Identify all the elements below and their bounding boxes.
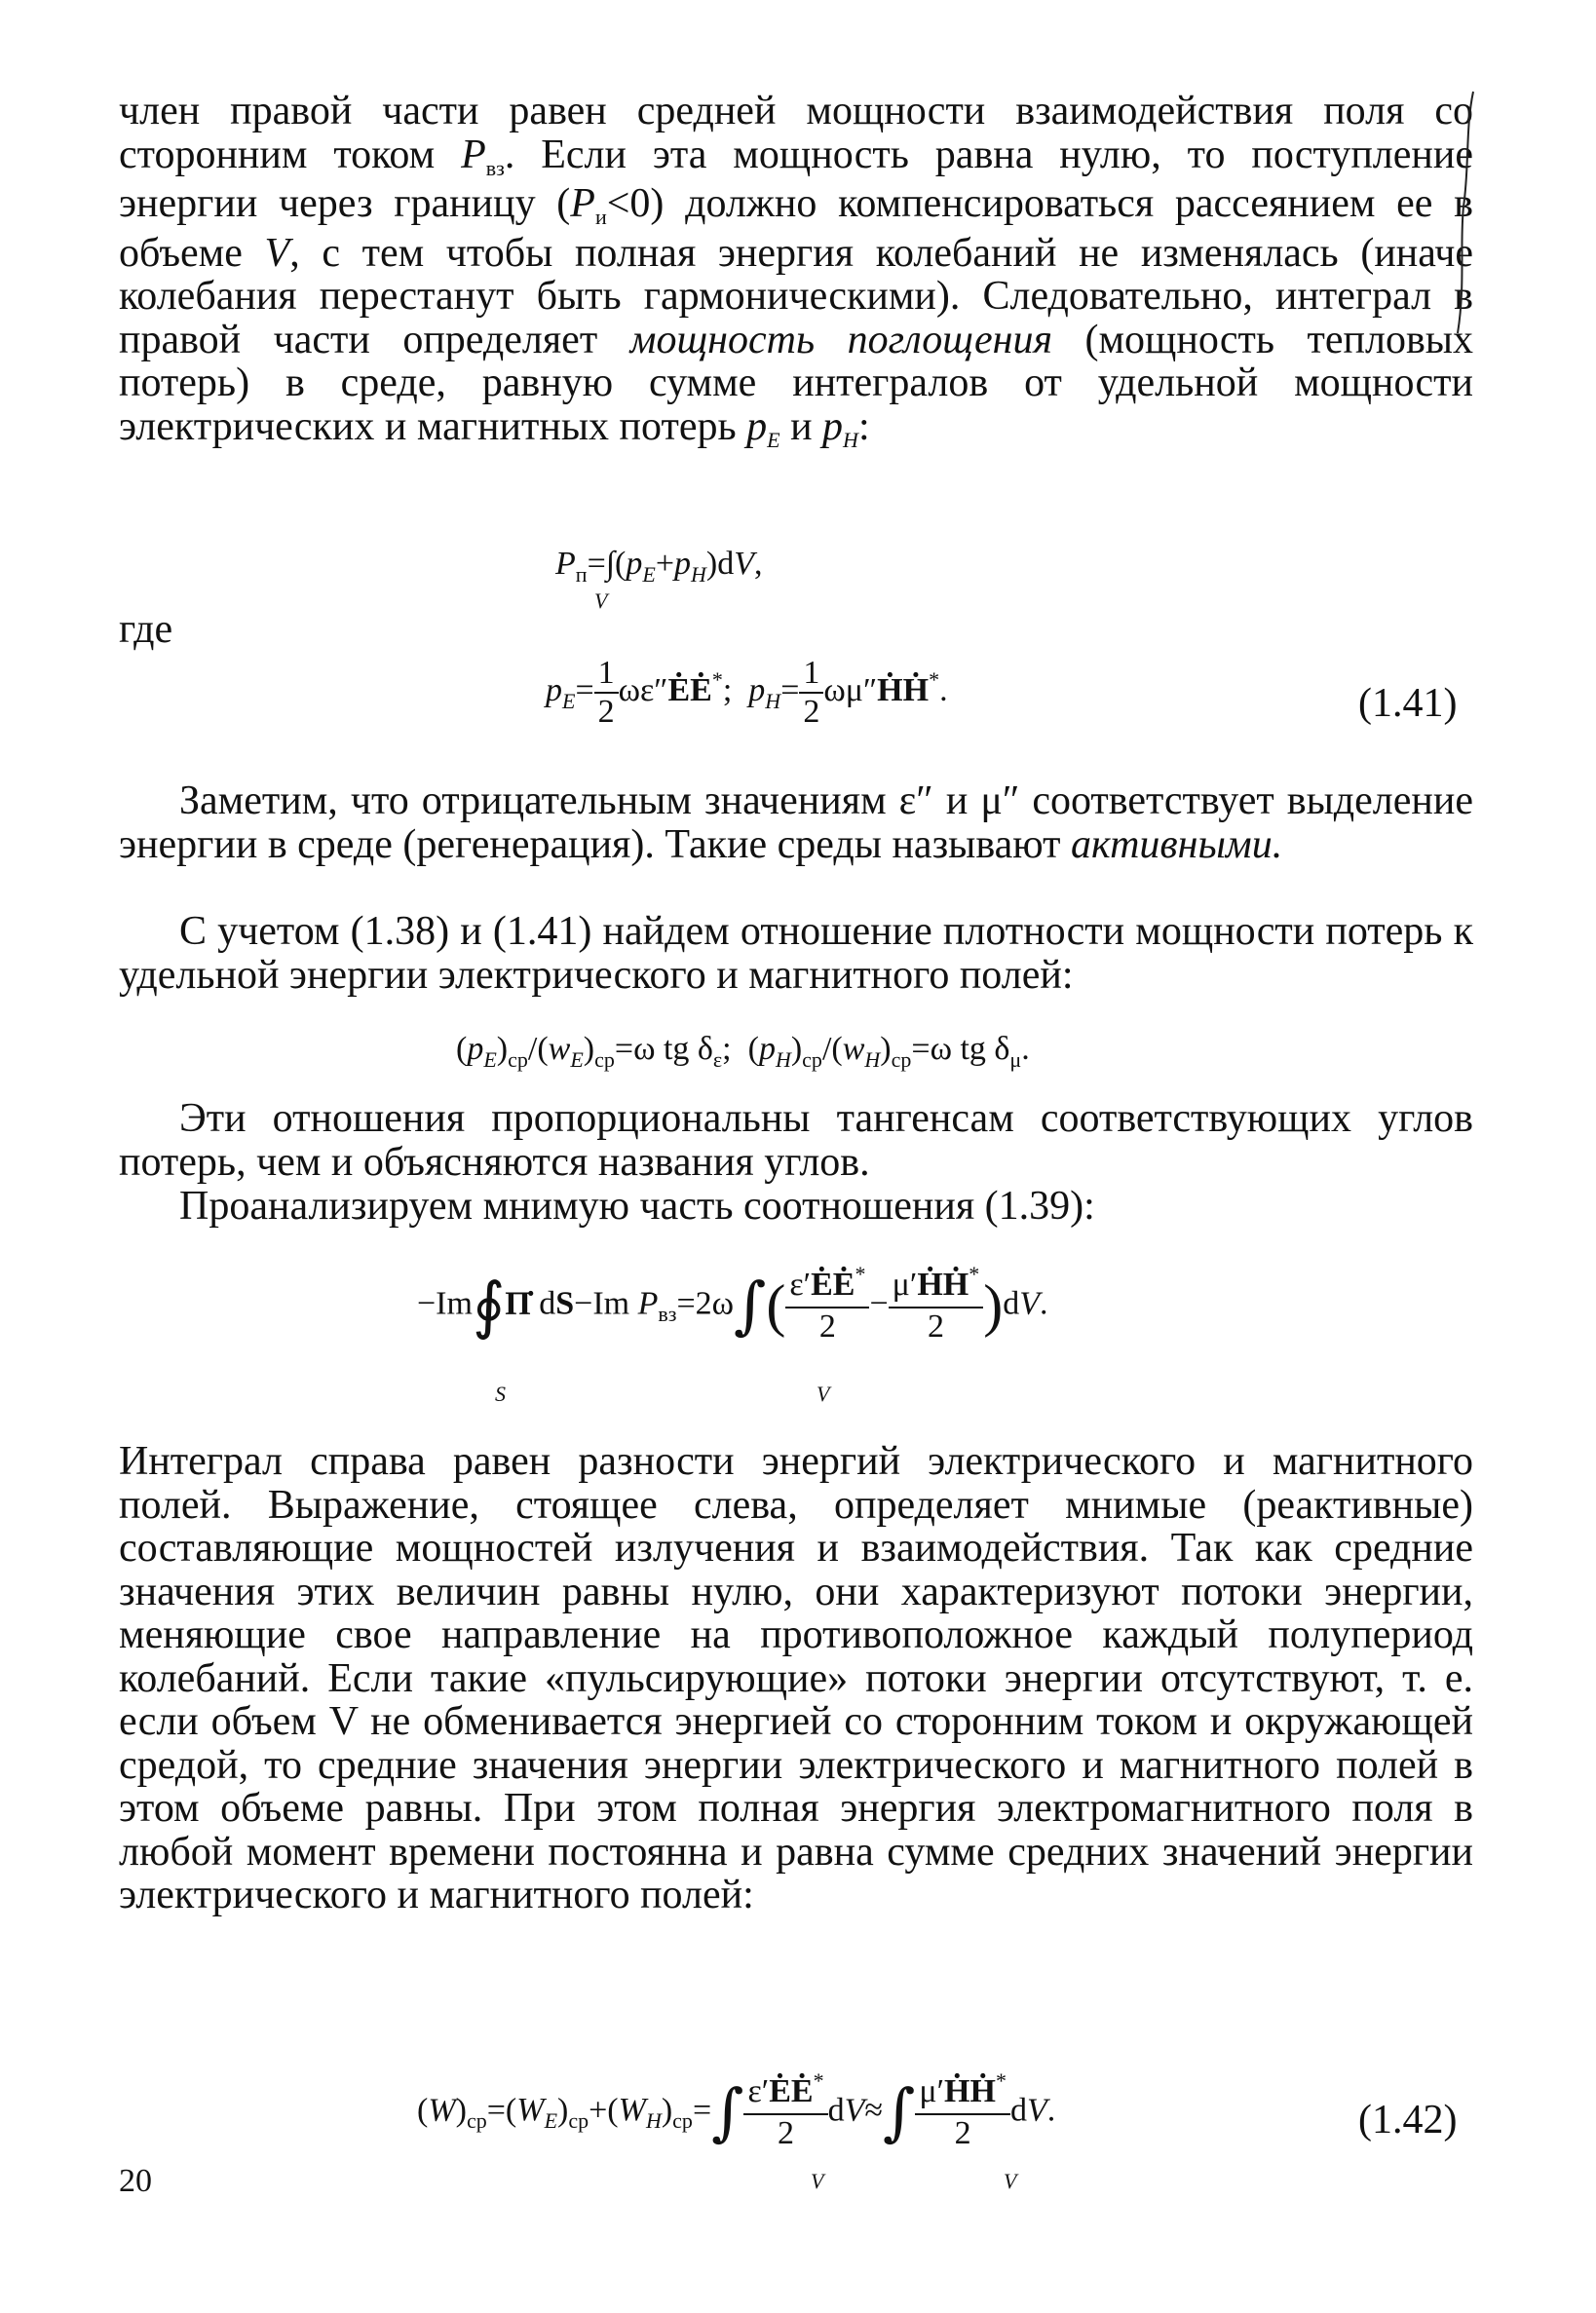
equation-1-41: $p_E=$ $\frac{1}{2}$ ωε″ĖĖ*; $p_H=$ $\frac{1}{2}$ ωμ″ḢḢ*. xyxy=(546,655,948,730)
scan-margin-line xyxy=(1452,90,1491,343)
equation-loss-ratio: $(p_E)_{ср}/(w_E)_{ср}=\omega$ tg $\delta_\varepsilon$; $(p_H)_{ср}/(w_H)_{ср}=\omega$ tg $\delta_\mu$. xyxy=(456,1031,1030,1072)
paragraph-6: Интеграл справа равен разности энергий электрического и магнитного полей. Выражение, стоящее слева, определяет мнимые (реактивные) составляющие мощностей излучения и взаимодействия. Так как средние значения этих величин равны нулю, они характеризуют потоки энергии, меняющие свое направление на противоположное каждый полупериод колебаний. Если такие «пульсирующие» потоки энергии отсутствуют, т. е. если объем V не обменивается энергией со сторонним током и окружающей средой, то средние значения энергии электрического и магнитного полей в этом объеме равны. При этом полная энергия электромагнитного поля в любой момент времени постоянна и равна сумме средних значений энергии электрического и магнитного полей: xyxy=(119,1439,1473,1917)
equation-imaginary-part: −Im∮Π̇ dS−Im $P_{вз}=2\omega\int$( $\frac{\varepsilon'ĖĖ^*}{2}$ − $\frac{\mu'ḢḢ^*}{2}$ )dV. xyxy=(417,1262,1048,1345)
equation-imaginary-limit-s: S xyxy=(495,1382,506,1406)
equation-number-1-41: (1.41) xyxy=(1358,681,1458,726)
page-number: 20 xyxy=(119,2163,152,2199)
paragraph-4: Эти отношения пропорциональны тангенсам соответствующих углов потерь, чем и объясняются названия углов. xyxy=(119,1096,1473,1185)
equation-1-42: $(W)_{ср}=(W_E)_{ср}+(W_H)_{ср}=\int$ $\frac{\varepsilon'ĖĖ^*}{2}$ dV≈∫ $\frac{\mu'ḢḢ^*}{2}$ dV. xyxy=(417,2068,1056,2151)
paragraph-2: Заметим, что отрицательным значениям ε″ и μ″ соответствует выделение энергии в среде (регенерация). Такие среды называют активными. xyxy=(119,778,1473,867)
equation-1-42-limit-1: V xyxy=(811,2169,824,2193)
paragraph-5: Проанализируем мнимую часть соотношения (1.39): xyxy=(179,1184,1095,1229)
equation-pn: $P_п=\int(p_E+p_H)dV$, xyxy=(555,546,763,587)
equation-number-1-42: (1.42) xyxy=(1358,2098,1458,2142)
equation-imaginary-limit-v: V xyxy=(817,1382,830,1406)
paragraph-1: член правой части равен средней мощности взаимодействия поля со сторонним током Pвз. Если эта мощность равна нулю, то поступление энергии через границу (Pи<0) должно компенсироваться рассеянием ее в объеме V, с тем чтобы полная энергия колебаний не изменялась (иначе колебания перестанут быть гармоническими). Следовательно, интеграл в правой части определяет мощность поглощения (мощность тепловых потерь) в среде, равную сумме интегралов от удельной мощности электрических и магнитных потерь pE и pH: xyxy=(119,89,1474,452)
label-where: где xyxy=(119,607,173,652)
paragraph-3: С учетом (1.38) и (1.41) найдем отношение плотности мощности потерь к удельной энергии электрического и магнитного полей: xyxy=(119,909,1473,998)
equation-pn-limit: V xyxy=(594,588,608,613)
equation-1-42-limit-2: V xyxy=(1004,2169,1017,2193)
